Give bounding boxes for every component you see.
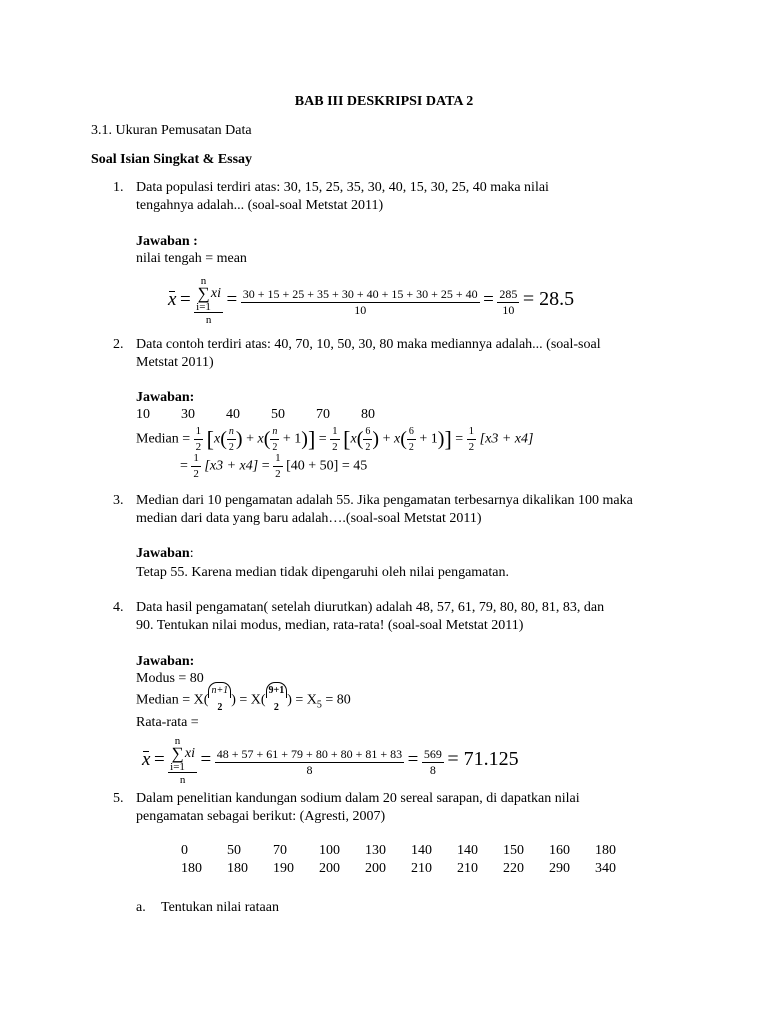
equals-sign: = (179, 289, 191, 311)
sorted-value: 80 (361, 407, 375, 422)
sorted-value: 40 (226, 407, 240, 422)
q4-modus: Modus = 80 (136, 671, 204, 686)
q4-median: Median = X( n+1 2 ) = X( 9+1 2 ) = $X_5 = 80$ (136, 686, 351, 715)
q1-number: 1. (113, 180, 124, 195)
q1-answer-text: nilai tengah = mean (136, 251, 247, 266)
median-label: Median = (136, 431, 191, 447)
sum-over-n-fraction: n ∑ i=1xi n (170, 735, 196, 786)
q3-answer-label-row: Jawaban: (136, 546, 194, 561)
table-cell: 100 (319, 843, 340, 858)
n-plus-one-over-two: n+1 2 (208, 686, 231, 715)
table-cell: 160 (549, 843, 570, 858)
q3-answer-label: Jawaban (136, 546, 190, 561)
sodium-data-table (181, 842, 641, 878)
table-cell: 290 (549, 861, 570, 876)
q1-mean-formula (168, 276, 574, 328)
q2-text-line1: Data contoh terdiri atas: 40, 70, 10, 50, 30, 80 maka mediannya adalah... (soal-soal (136, 337, 601, 352)
table-cell: 70 (273, 843, 287, 858)
q2-text-line2: Metstat 2011) (136, 355, 214, 370)
table-cell: 130 (365, 843, 386, 858)
q3-number: 3. (113, 493, 124, 508)
table-cell: 140 (457, 843, 478, 858)
q2-median-formula-line1: Median = $\frac{1}{2}$ [x( $\frac{n}{2}$ ) + x( $\frac{n}{2}$ + 1)] = $\frac{1}{2}$ [x( $\frac{6}{2}$ ) + x( $\frac{6}{2}$ + 1)] = $\frac{1}{2}$ [x3 + x4] (136, 425, 534, 453)
median-result: [40 + 50] = 45 (286, 458, 368, 474)
summation-symbol: n ∑ i=1 (170, 735, 185, 773)
q5-sub-a-label: a. (136, 900, 146, 915)
table-cell: 180 (181, 861, 202, 876)
q4-text-line1: Data hasil pengamatan( setelah diurutkan) adalah 48, 57, 61, 79, 80, 80, 81, 83, dan (136, 600, 605, 615)
q4-mean-formula (142, 736, 519, 788)
table-cell: 50 (227, 843, 241, 858)
table-cell: 180 (595, 843, 616, 858)
table-cell: 150 (503, 843, 524, 858)
table-cell: 220 (503, 861, 524, 876)
q4-text-line2: 90. Tentukan nilai modus, median, rata-rata! (soal-soal Metstat 2011) (136, 618, 524, 633)
total-over-count-fraction: $\frac{569}{8}$ (423, 746, 442, 777)
page-title: BAB III DESKRIPSI DATA 2 (294, 94, 474, 109)
section-heading: 3.1. Ukuran Pemusatan Data (91, 123, 252, 138)
xbar-symbol: x (142, 749, 151, 771)
table-row (181, 842, 641, 860)
sum-values-fraction: $\frac{48 + 57 + 61 + 79 + 80 + 80 + 81 + 83}{8}$ (216, 746, 403, 777)
total-over-count-fraction: $\frac{285}{10}$ (499, 286, 518, 317)
table-cell: 180 (227, 861, 248, 876)
table-cell: 140 (411, 843, 432, 858)
table-cell: 200 (365, 861, 386, 876)
q4-number: 4. (113, 600, 124, 615)
q5-text-line1: Dalam penelitian kandungan sodium dalam 20 sereal sarapan, di dapatkan nilai (136, 791, 580, 806)
nine-plus-one-over-two: 9+1 2 (266, 686, 288, 715)
half-fraction: $\frac{1}{2}$ (195, 425, 202, 453)
q1-answer-label: Jawaban : (136, 234, 198, 249)
q3-answer-text: Tetap 55. Karena median tidak dipengaruhi oleh nilai pengamatan. (136, 565, 509, 580)
q2-median-formula-line2: = $\frac{1}{2}$ [x3 + x4] = $\frac{1}{2}$ [40 + 50] = 45 (180, 452, 368, 480)
q2-answer-label: Jawaban: (136, 390, 195, 405)
summation-symbol: n ∑ i=1 (196, 275, 211, 313)
mean-result: = 28.5 (522, 288, 575, 311)
xbar-symbol: x (168, 289, 177, 311)
sorted-value: 50 (271, 407, 285, 422)
subsection-heading: Soal Isian Singkat & Essay (91, 152, 253, 167)
x3-plus-x4: [x3 + x4] (479, 431, 534, 447)
table-cell: 210 (457, 861, 478, 876)
q1-text-line1: Data populasi terdiri atas: 30, 15, 25, 35, 30, 40, 15, 30, 25, 40 maka nilai (136, 180, 549, 195)
q5-text-line2: pengamatan sebagai berikut: (Agresti, 2007) (136, 809, 386, 824)
sum-values-fraction: $\frac{30 + 15 + 25 + 35 + 30 + 40 + 15 + 30 + 25 + 40}{10}$ (242, 286, 478, 317)
sum-over-n-fraction: n ∑ i=1xi n (196, 275, 222, 326)
equals-sign: = (226, 289, 238, 311)
table-cell: 340 (595, 861, 616, 876)
q3-text-line2: median dari data yang baru adalah….(soal-soal Metstat 2011) (136, 511, 482, 526)
q4-rata-label: Rata-rata = (136, 715, 199, 730)
equals-sign: = (483, 289, 494, 311)
equals-sign: = (153, 749, 165, 771)
q4-answer-label: Jawaban: (136, 654, 195, 669)
table-cell: 190 (273, 861, 294, 876)
sorted-value: 70 (316, 407, 330, 422)
equals-sign: = (200, 749, 212, 771)
q1-text-line2: tengahnya adalah... (soal-soal Metstat 2011) (136, 198, 384, 213)
q3-text-line1: Median dari 10 pengamatan adalah 55. Jika pengamatan terbesarnya dikalikan 100 maka (136, 493, 633, 508)
mean-result: = 71.125 (447, 748, 519, 771)
table-row (181, 860, 641, 878)
q5-number: 5. (113, 791, 124, 806)
table-cell: 0 (181, 843, 188, 858)
sorted-value: 10 (136, 407, 150, 422)
equals-sign: = (407, 749, 419, 771)
table-cell: 200 (319, 861, 340, 876)
q2-number: 2. (113, 337, 124, 352)
q5-sub-a-text: Tentukan nilai rataan (161, 900, 279, 915)
table-cell: 210 (411, 861, 432, 876)
sorted-value: 30 (181, 407, 195, 422)
